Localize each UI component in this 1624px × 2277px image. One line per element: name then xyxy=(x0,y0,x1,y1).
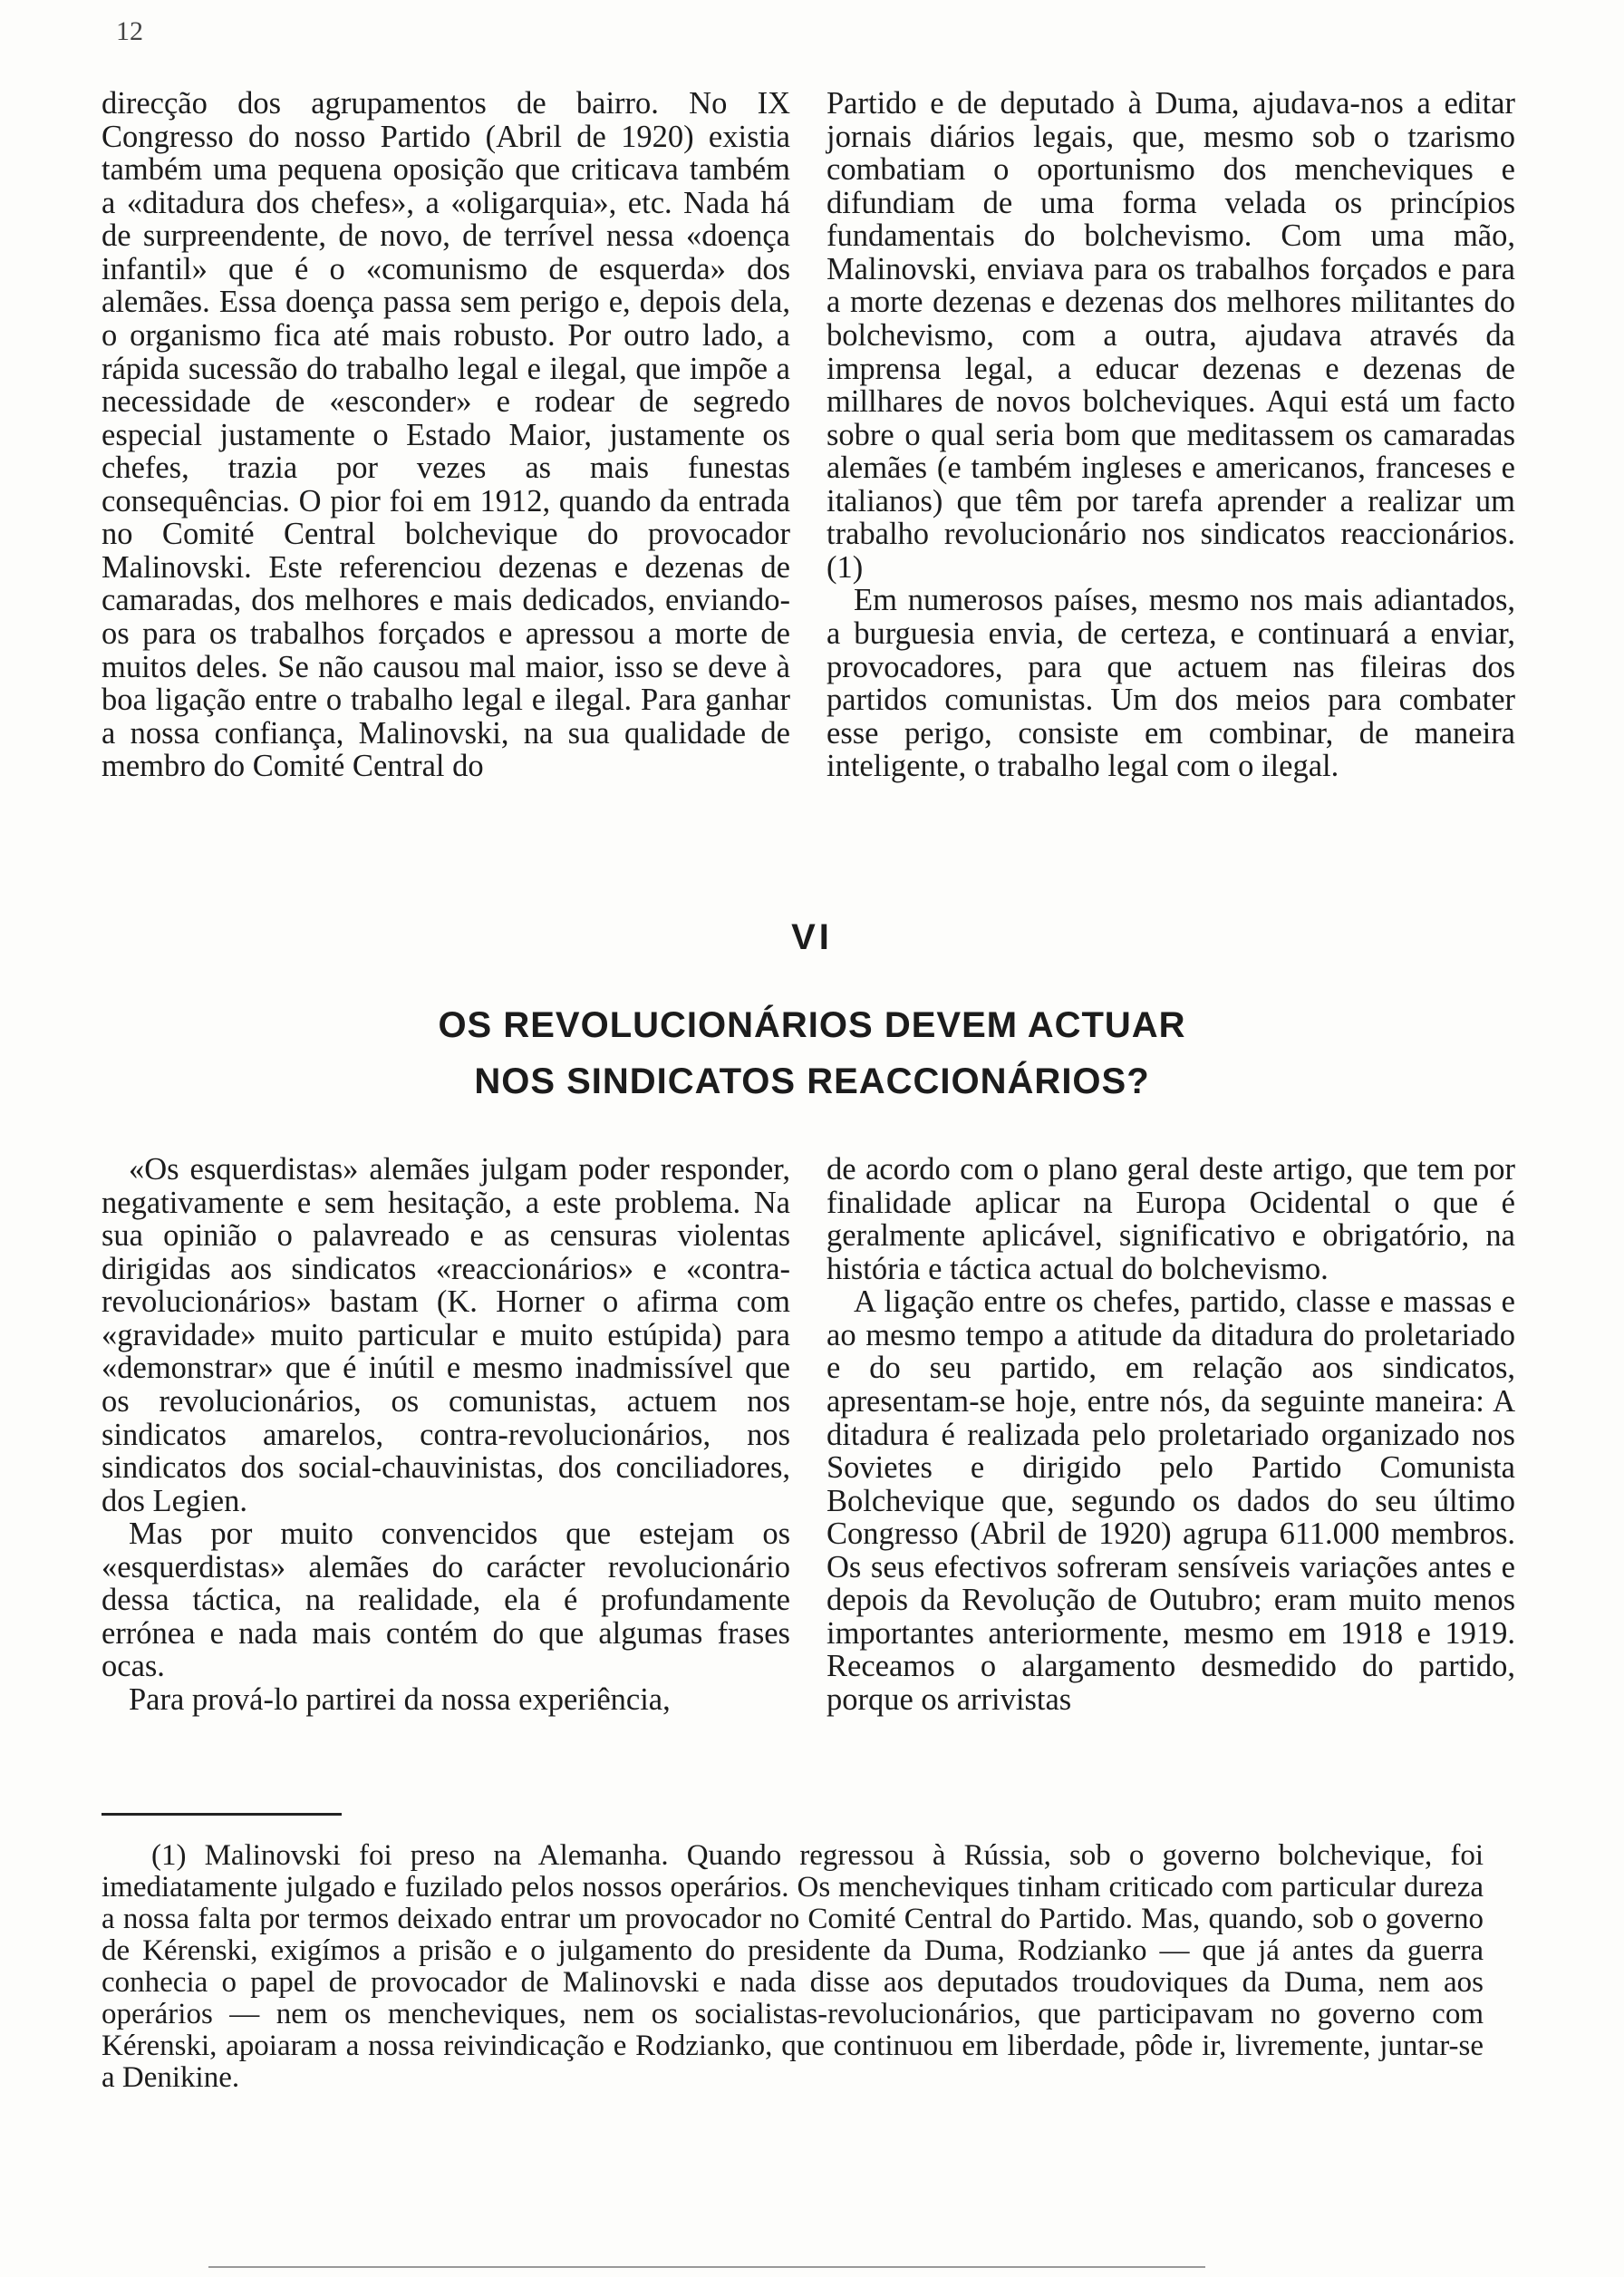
paragraph: de acordo com o plano geral deste artigo, que tem por finalidade aplicar na Europa Ocidental o que é geralmente aplicável, significativo e obrigatório, na história e táctica actual do bolchevismo. xyxy=(826,1152,1515,1286)
section-title-line: NOS SINDICATOS REACCIONÁRIOS? xyxy=(474,1061,1150,1101)
bottom-left-column xyxy=(102,1153,790,1717)
page-bottom-rule xyxy=(208,2266,1205,2268)
page-number: 12 xyxy=(116,16,143,46)
bottom-text-columns xyxy=(102,1153,1515,1717)
bottom-right-column xyxy=(826,1153,1515,1717)
paragraph: direcção dos agrupamentos de bairro. No IX Congresso do nosso Partido (Abril de 1920) existia também uma pequena oposição que criticava também a «ditadura dos chefes», a «oligarquia», etc. Nada há de surpreendente, de novo, de terrível nessa «doença infantil» que é o «comunismo de esquerda» dos alemães. Essa doença passa sem perigo e, depois dela, o organismo fica até mais robusto. Por outro lado, a rápida sucessão do trabalho legal e ilegal, que impõe a necessidade de «esconder» e rodear de segredo especial justamente o Estado Maior, justamente os chefes, trazia por vezes as mais funestas consequências. O pior foi em 1912, quando da entrada no Comité Central bolchevique do provocador Malinovski. Este referenciou dezenas e dezenas de camaradas, dos melhores e mais dedicados, enviando-os para os trabalhos forçados e apressou a morte de muitos deles. Se não causou mal maior, isso se deve à boa ligação entre o trabalho legal e ilegal. Para ganhar a nossa confiança, Malinovski, na sua qualidade de membro do Comité Central do xyxy=(102,86,790,784)
section-number: VI xyxy=(791,917,833,957)
paragraph: Para prová-lo partirei da nossa experiência, xyxy=(129,1682,671,1717)
footnote-divider xyxy=(102,1813,342,1816)
paragraph: A ligação entre os chefes, partido, classe e massas e ao mesmo tempo a atitude da ditadura do proletariado e do seu partido, em relação aos sindicatos, apresentam-se hoje, entre nós, da seguinte maneira: A ditadura é realizada pelo proletariado organizado nos Sovietes e dirigido pelo Partido Comunista Bolchevique que, segundo os dados do seu último Congresso (Abril de 1920) agrupa 611.000 membros. Os seus efectivos sofreram sensíveis variações antes e depois da Revolução de Outubro; eram muito menos importantes anteriormente, mesmo em 1918 e 1919. Receamos o alargamento desmedido do partido, porque os arrivistas xyxy=(826,1284,1515,1717)
footnote: (1) Malinovski foi preso na Alemanha. Quando regressou à Rússia, sob o governo bolchevique, foi imediatamente julgado e fuzilado pelos nossos operários. Os mencheviques tinham criticado com particular dureza a nossa falta por termos deixado entrar um provocador no Comité Central do Partido. Mas, quando, sob o governo de Kérenski, exigímos a prisão e o julgamento do presidente da Duma, Rodzianko — que já antes da guerra conhecia o papel de provocador de Malinovski e nada disse aos deputados troudoviques da Duma, nem aos operários — nem os mencheviques, nem os socialistas-revolucionários, que participavam no governo com Kérenski, apoiaram a nossa reivindicação e Rodzianko, que continuou em liberdade, pôde ir, livremente, juntar-se a Denikine. xyxy=(102,1839,1484,2094)
paragraph: Em numerosos países, mesmo nos mais adiantados, a burguesia envia, de certeza, e continuará a enviar, provocadores, para que actuem nas fileiras dos partidos comunistas. Um dos meios para combater esse perigo, consiste em combinar, de maneira inteligente, o trabalho legal com o ilegal. xyxy=(826,583,1515,784)
section-title xyxy=(0,997,1624,1109)
top-right-column xyxy=(826,87,1515,783)
paragraph: Partido e de deputado à Duma, ajudava-nos a editar jornais diários legais, que, mesmo sob o tzarismo combatiam o oportunismo dos mencheviques e difundiam de uma forma velada os princípios fundamentais do bolchevismo. Com uma mão, Malinovski, enviava para os trabalhos forçados e para a morte dezenas e dezenas dos melhores militantes do bolchevismo, com a outra, ajudava através da imprensa legal, a educar dezenas e dezenas de millhares de novos bolcheviques. Aqui está um facto sobre o qual seria bom que meditassem os camaradas alemães (e também ingleses e americanos, franceses e italianos) que têm por tarefa aprender a realizar um trabalho revolucionário nos sindicatos reaccionários. (1) xyxy=(826,86,1515,585)
top-left-column xyxy=(102,87,790,783)
top-text-columns xyxy=(102,87,1515,783)
paragraph: Mas por muito convencidos que estejam os «esquerdistas» alemães do carácter revolucionário dessa táctica, na realidade, ela é profundamente errónea e nada mais contém do que algumas frases ocas. xyxy=(102,1516,790,1684)
section-title-line: OS REVOLUCIONÁRIOS DEVEM ACTUAR xyxy=(438,1005,1186,1045)
paragraph: «Os esquerdistas» alemães julgam poder responder, negativamente e sem hesitação, a este problema. Na sua opinião o palavreado e as censuras violentas dirigidas aos sindicatos «reaccionários» e «contra-revolucionários» bastam (K. Horner o afirma com «gravidade» muito particular e muito estúpida) para «demonstrar» que é inútil e mesmo inadmissível que os revolucionários, os comunistas, actuem nos sindicatos amarelos, contra-revolucionários, nos sindicatos dos social-chauvinistas, dos conciliadores, dos Legien. xyxy=(102,1152,790,1518)
